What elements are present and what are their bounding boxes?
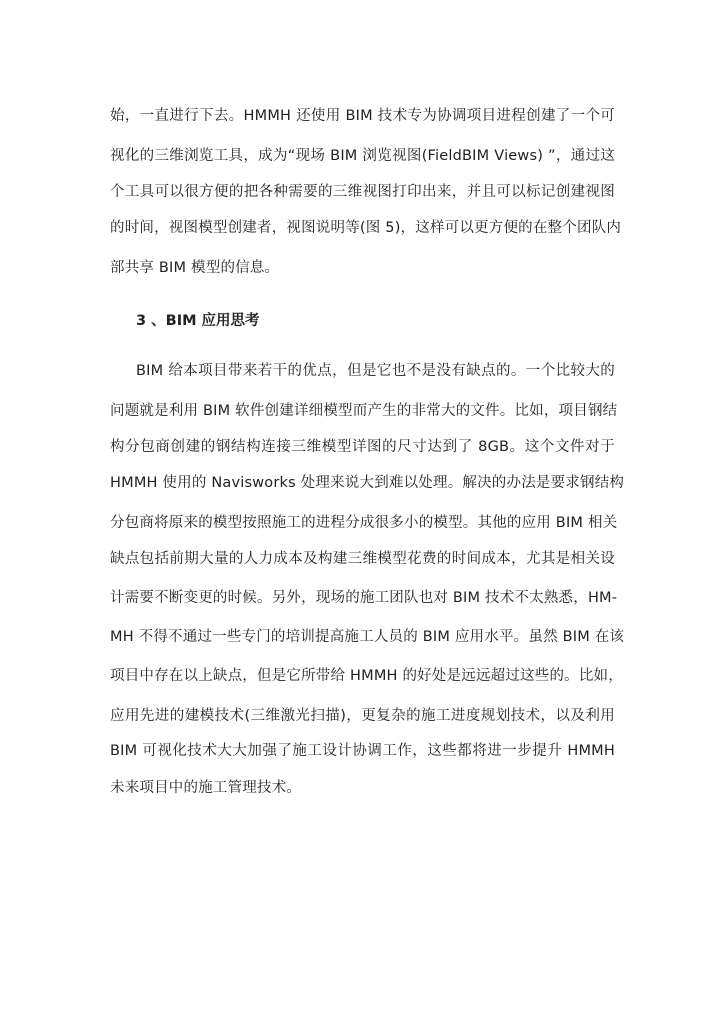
- paragraph-line: 项目中存在以上缺点，但是它所带给 HMMH 的好处是远远超过这些的。比如，: [110, 668, 623, 684]
- paragraph-line: BIM 给本项目带来若干的优点，但是它也不是没有缺点的。一个比较大的: [136, 363, 615, 379]
- paragraph-line: 分包商将原来的模型按照施工的进程分成很多小的模型。其他的应用 BIM 相关: [110, 515, 618, 531]
- section-heading: 3 、BIM 应用思考: [136, 313, 260, 329]
- paragraph-line: 的时间，视图模型创建者，视图说明等(图 5)，这样可以更方便的在整个团队内: [110, 220, 622, 236]
- paragraph-line: 始，一直进行下去。HMMH 还使用 BIM 技术专为协调项目进程创建了一个可: [110, 108, 615, 124]
- paragraph-line: HMMH 使用的 Navisworks 处理来说大到难以处理。解决的办法是要求钢结构: [110, 475, 625, 491]
- paragraph-line: BIM 可视化技术大大加强了施工设计协调工作，这些都将进一步提升 HMMH: [110, 743, 615, 759]
- paragraph-line: 缺点包括前期大量的人力成本及构建三维模型花费的时间成本，尤其是相关设: [110, 551, 615, 567]
- paragraph-line: 应用先进的建模技术(三维激光扫描)，更复杂的施工进度规划技术，以及利用: [110, 708, 615, 724]
- paragraph-line: MH 不得不通过一些专门的培训提高施工人员的 BIM 应用水平。虽然 BIM 在该: [110, 629, 625, 645]
- paragraph-line: 个工具可以很方便的把各种需要的三维视图打印出来，并且可以标记创建视图: [110, 184, 615, 200]
- paragraph-line: 部共享 BIM 模型的信息。: [110, 260, 280, 276]
- paragraph-line: 视化的三维浏览工具，成为“现场 BIM 浏览视图(FieldBIM Views) ”，通过这: [110, 148, 615, 164]
- paragraph-line: 构分包商创建的钢结构连接三维模型详图的尺寸达到了 8GB。这个文件对于: [110, 439, 615, 455]
- paragraph-line: 计需要不断变更的时候。另外，现场的施工团队也对 BIM 技术不太熟悉，HM-: [110, 590, 618, 606]
- paragraph-line: 问题就是利用 BIM 软件创建详细模型而产生的非常大的文件。比如，项目钢结: [110, 403, 618, 419]
- paragraph-line: 未来项目中的施工管理技术。: [110, 780, 302, 796]
